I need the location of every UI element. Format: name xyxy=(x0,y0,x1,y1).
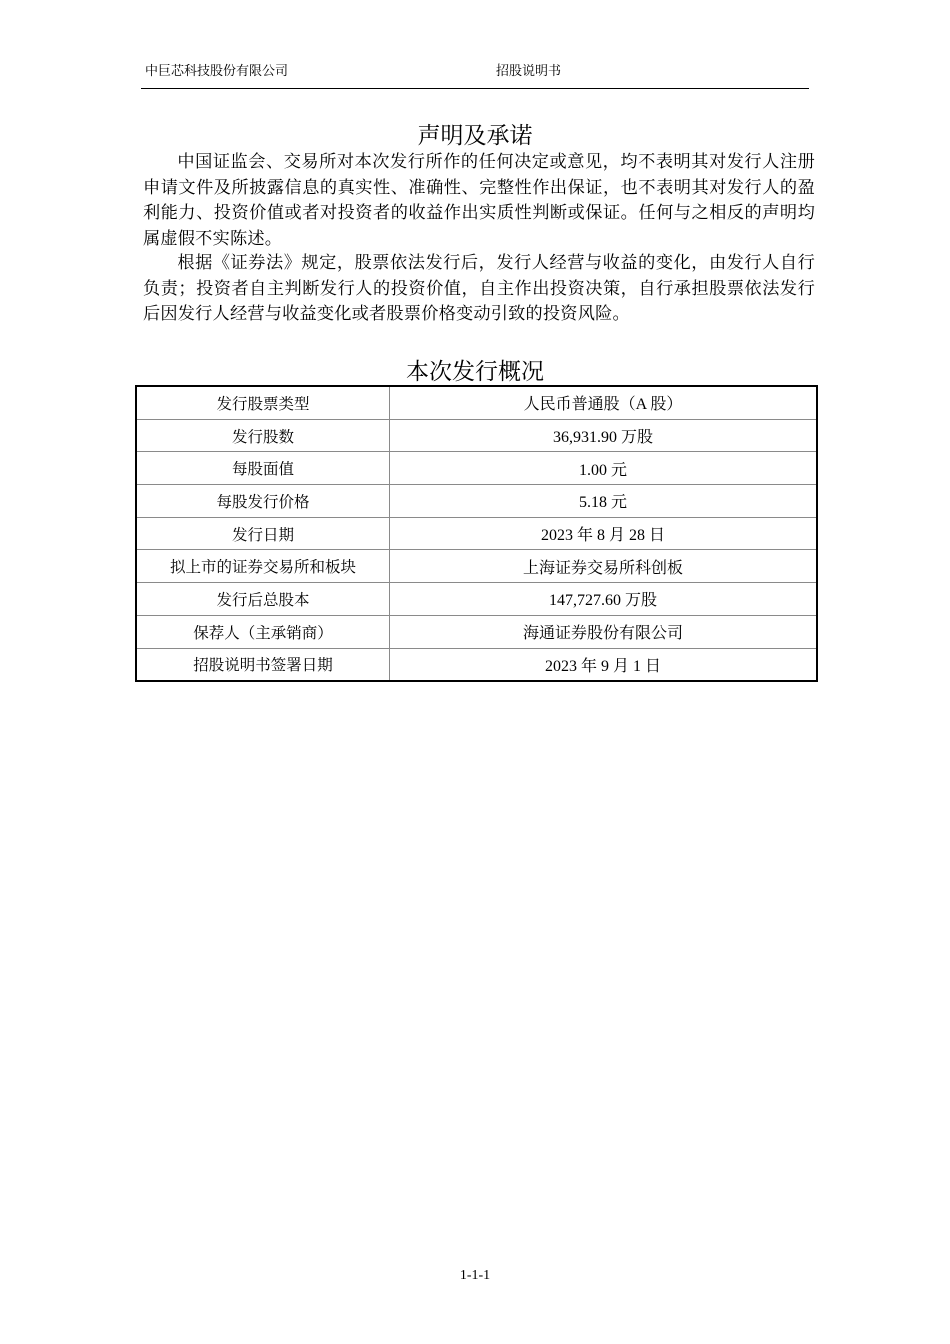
table-row xyxy=(136,485,817,518)
row-label: 招股说明书签署日期 xyxy=(136,648,390,681)
row-label: 每股面值 xyxy=(136,452,390,485)
table-row xyxy=(136,550,817,583)
row-value: 36,931.90 万股 xyxy=(390,419,818,452)
page-number: 1-1-1 xyxy=(459,1268,491,1283)
row-label: 拟上市的证券交易所和板块 xyxy=(136,550,390,583)
document-type: 招股说明书 xyxy=(496,64,562,79)
row-label: 发行后总股本 xyxy=(136,583,390,616)
declaration-title: 声明及承诺 xyxy=(417,123,533,149)
page-header xyxy=(141,58,809,89)
row-value: 2023 年 9 月 1 日 xyxy=(390,648,818,681)
row-label: 发行股数 xyxy=(136,419,390,452)
row-value: 人民币普通股（A 股） xyxy=(390,386,818,419)
row-value: 1.00 元 xyxy=(390,452,818,485)
row-label: 发行日期 xyxy=(136,517,390,550)
row-value: 上海证券交易所科创板 xyxy=(390,550,818,583)
row-label: 每股发行价格 xyxy=(136,485,390,518)
row-value: 5.18 元 xyxy=(390,485,818,518)
row-label: 保荐人（主承销商） xyxy=(136,615,390,648)
row-value: 海通证券股份有限公司 xyxy=(390,615,818,648)
declaration-paragraph-2: 根据《证券法》规定，股票依法发行后，发行人经营与收益的变化，由发行人自行负责；投资者自主判断发行人的投资价值，自主作出投资决策，自行承担股票依法发行后因发行人经营与收益变化或者股票价格变动引致的投资风险。 xyxy=(143,253,815,325)
table-row xyxy=(136,386,817,419)
row-value: 2023 年 8 月 28 日 xyxy=(390,517,818,550)
table-row xyxy=(136,648,817,681)
table-row xyxy=(136,419,817,452)
offering-title: 本次发行概况 xyxy=(406,359,544,385)
declaration-paragraph-1: 中国证监会、交易所对本次发行所作的任何决定或意见，均不表明其对发行人注册申请文件及所披露信息的真实性、准确性、完整性作出保证，也不表明其对发行人的盈利能力、投资价值或者对投资者的收益作出实质性判断或保证。任何与之相反的声明均属虚假不实陈述。 xyxy=(143,152,815,249)
table-row xyxy=(136,517,817,550)
table-row xyxy=(136,583,817,616)
row-label: 发行股票类型 xyxy=(136,386,390,419)
table-row xyxy=(136,452,817,485)
offering-summary-table xyxy=(135,385,818,682)
row-value: 147,727.60 万股 xyxy=(390,583,818,616)
company-name: 中巨芯科技股份有限公司 xyxy=(145,64,289,79)
table-row xyxy=(136,615,817,648)
